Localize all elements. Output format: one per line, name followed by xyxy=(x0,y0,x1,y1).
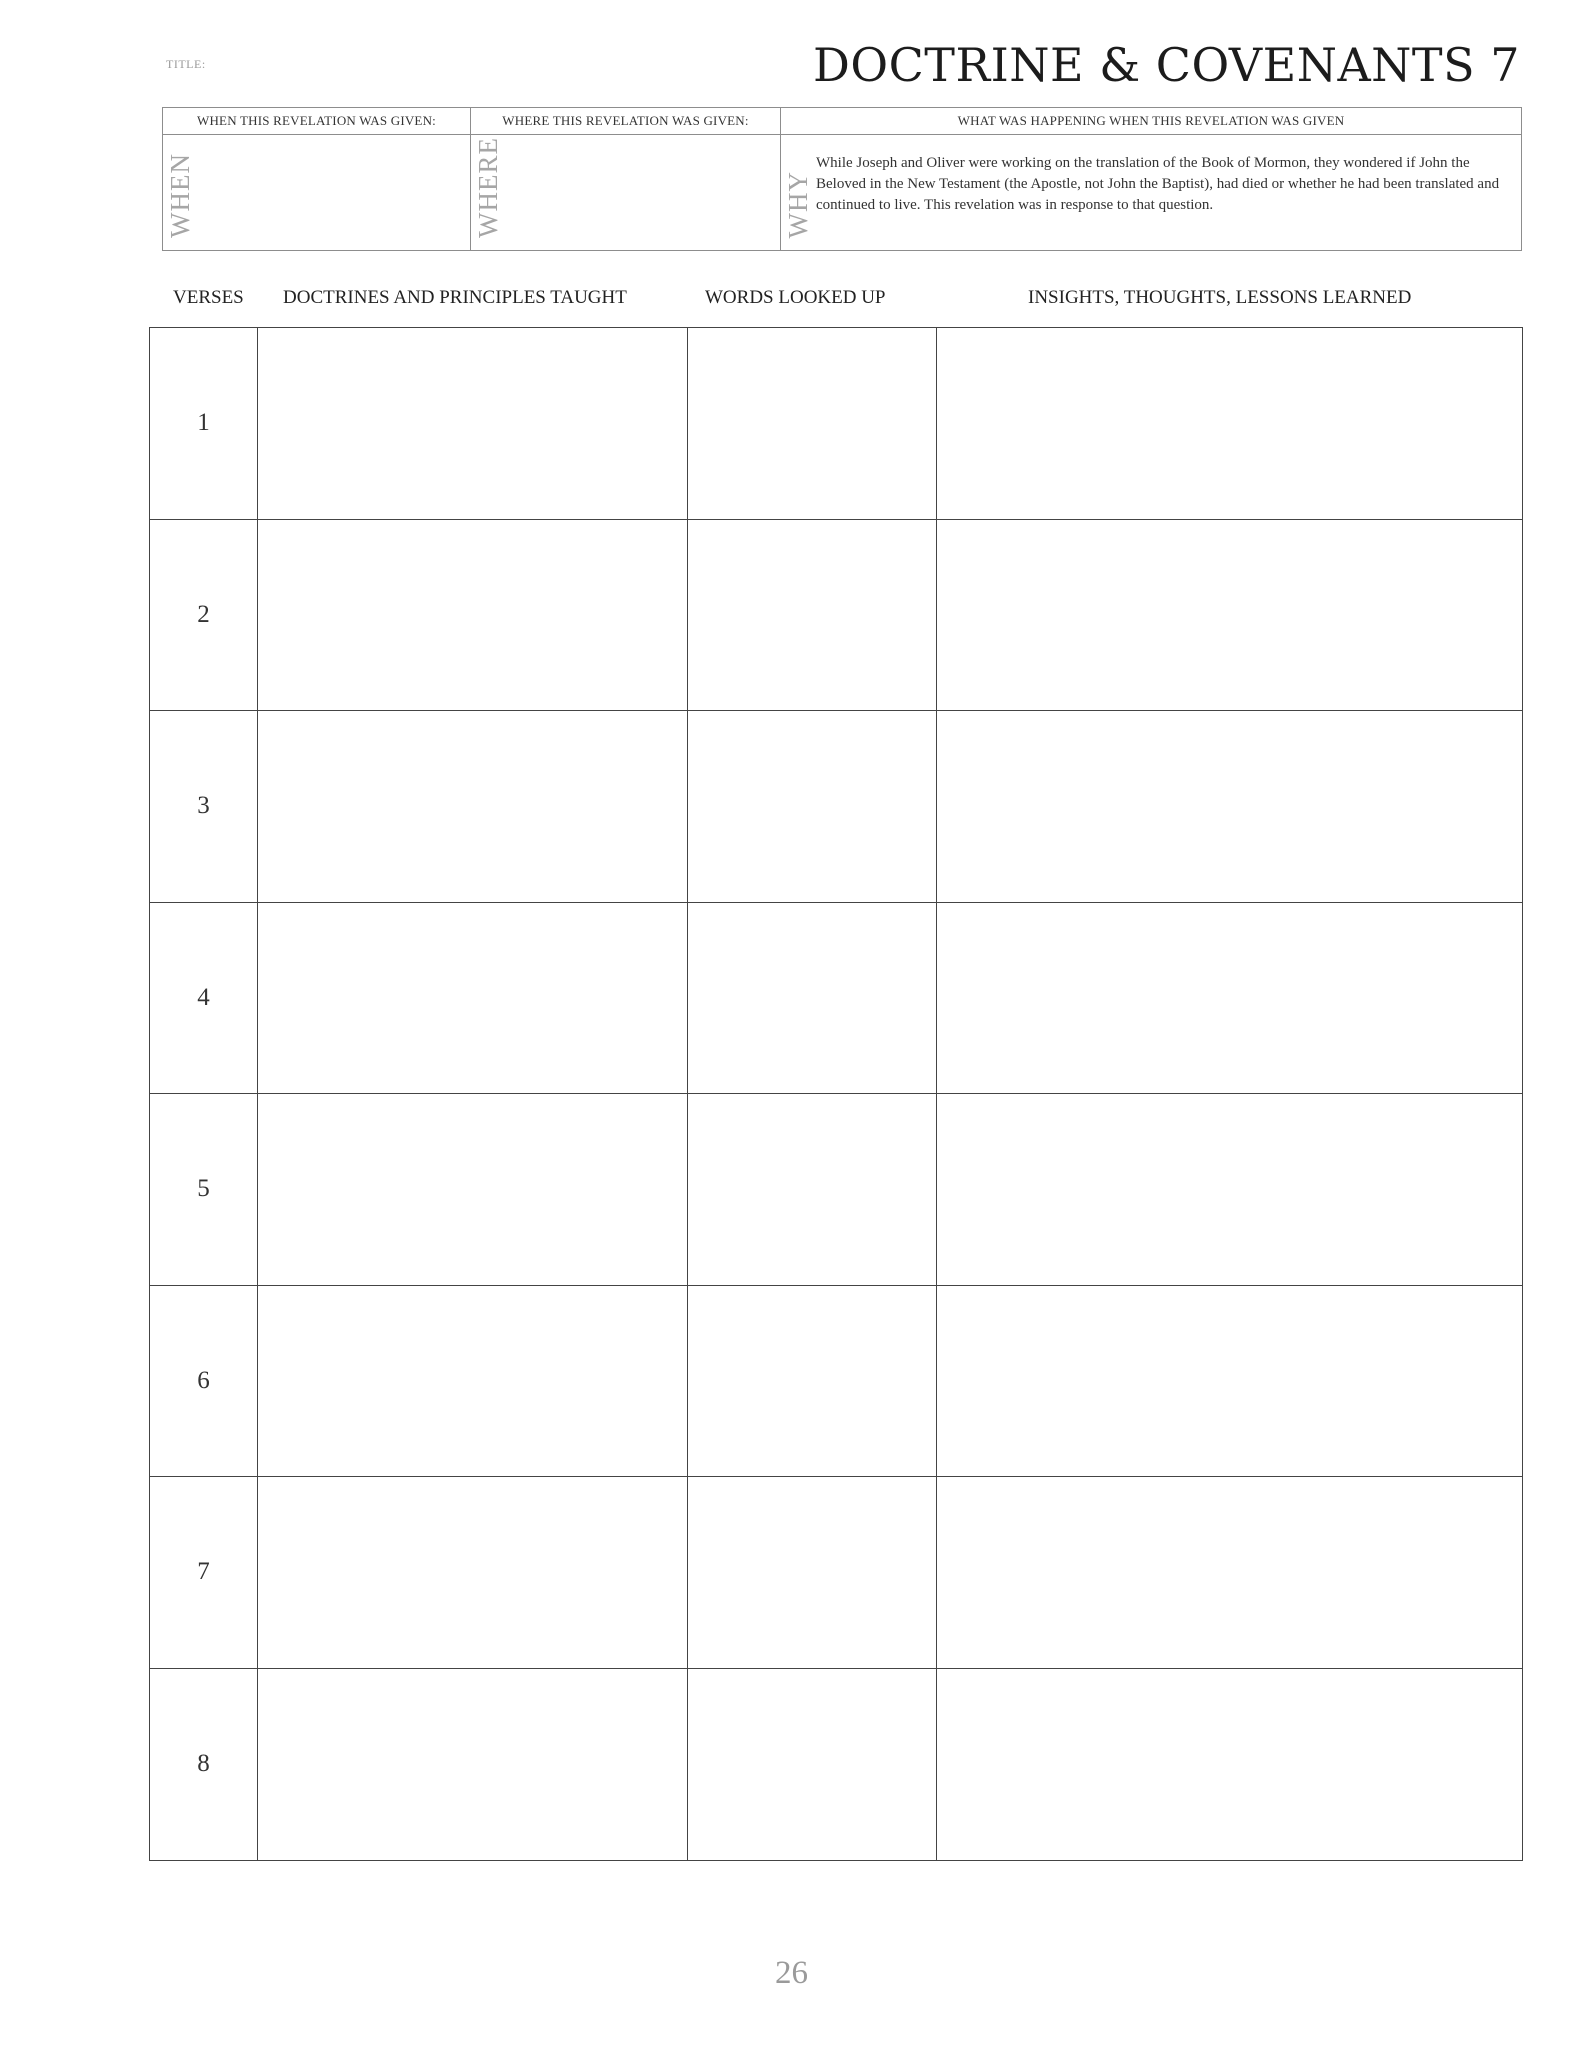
doctrines-cell[interactable] xyxy=(258,1286,688,1477)
title-label: TITLE: xyxy=(166,57,206,71)
words-cell[interactable] xyxy=(688,1094,937,1285)
table-row xyxy=(150,520,1522,712)
doctrines-cell[interactable] xyxy=(258,1477,688,1668)
revelation-info-box xyxy=(162,107,1522,251)
doctrines-cell[interactable] xyxy=(258,903,688,1094)
table-row xyxy=(150,903,1522,1095)
table-row xyxy=(150,711,1522,903)
words-cell[interactable] xyxy=(688,1669,937,1861)
words-column-header: WORDS LOOKED UP xyxy=(705,287,886,308)
page-title: DOCTRINE & COVENANTS 7 xyxy=(813,38,1520,92)
doctrines-cell[interactable] xyxy=(258,1094,688,1285)
insights-cell[interactable] xyxy=(937,1286,1522,1477)
page-number: 26 xyxy=(775,1955,808,1991)
insights-cell[interactable] xyxy=(937,1669,1522,1861)
table-row xyxy=(150,1477,1522,1669)
study-grid xyxy=(149,327,1523,1861)
table-row xyxy=(150,1094,1522,1286)
words-cell[interactable] xyxy=(688,1477,937,1668)
when-column xyxy=(163,108,471,250)
grid-column-headers xyxy=(0,287,1583,317)
doctrines-cell[interactable] xyxy=(258,1669,688,1861)
where-label: WHERE xyxy=(473,137,503,238)
when-header: WHEN THIS REVELATION WAS GIVEN: xyxy=(163,108,470,135)
words-cell[interactable] xyxy=(688,903,937,1094)
verse-number-cell: 7 xyxy=(150,1477,258,1668)
table-row xyxy=(150,1286,1522,1478)
table-row xyxy=(150,1669,1522,1861)
doctrines-cell[interactable] xyxy=(258,711,688,902)
insights-cell[interactable] xyxy=(937,1477,1522,1668)
why-column xyxy=(781,108,1521,250)
words-cell[interactable] xyxy=(688,520,937,711)
verse-number-cell: 1 xyxy=(150,328,258,519)
where-header: WHERE THIS REVELATION WAS GIVEN: xyxy=(471,108,780,135)
insights-cell[interactable] xyxy=(937,520,1522,711)
verse-number-cell: 6 xyxy=(150,1286,258,1477)
why-label: WHY xyxy=(783,170,813,238)
why-header: WHAT WAS HAPPENING WHEN THIS REVELATION WAS GIVEN xyxy=(781,108,1521,135)
insights-cell[interactable] xyxy=(937,328,1522,519)
verse-number-cell: 5 xyxy=(150,1094,258,1285)
when-label: WHEN xyxy=(165,153,195,238)
table-row xyxy=(150,328,1522,520)
why-text: While Joseph and Oliver were working on the translation of the Book of Mormon, they wondered if John the Beloved in the New Testament (the Apostle, not John the Baptist), had died or whether he had been translated and continued to live. This revelation was in response to that question. xyxy=(816,155,1500,213)
words-cell[interactable] xyxy=(688,1286,937,1477)
verse-number-cell: 2 xyxy=(150,520,258,711)
words-cell[interactable] xyxy=(688,711,937,902)
verse-number-cell: 4 xyxy=(150,903,258,1094)
doctrines-cell[interactable] xyxy=(258,328,688,519)
insights-cell[interactable] xyxy=(937,711,1522,902)
verse-number-cell: 3 xyxy=(150,711,258,902)
verse-number-cell: 8 xyxy=(150,1669,258,1861)
words-cell[interactable] xyxy=(688,328,937,519)
where-column xyxy=(471,108,781,250)
insights-column-header: INSIGHTS, THOUGHTS, LESSONS LEARNED xyxy=(1028,287,1412,308)
insights-cell[interactable] xyxy=(937,1094,1522,1285)
verses-column-header: VERSES xyxy=(173,287,244,308)
doctrines-cell[interactable] xyxy=(258,520,688,711)
insights-cell[interactable] xyxy=(937,903,1522,1094)
doctrines-column-header: DOCTRINES AND PRINCIPLES TAUGHT xyxy=(283,287,627,308)
